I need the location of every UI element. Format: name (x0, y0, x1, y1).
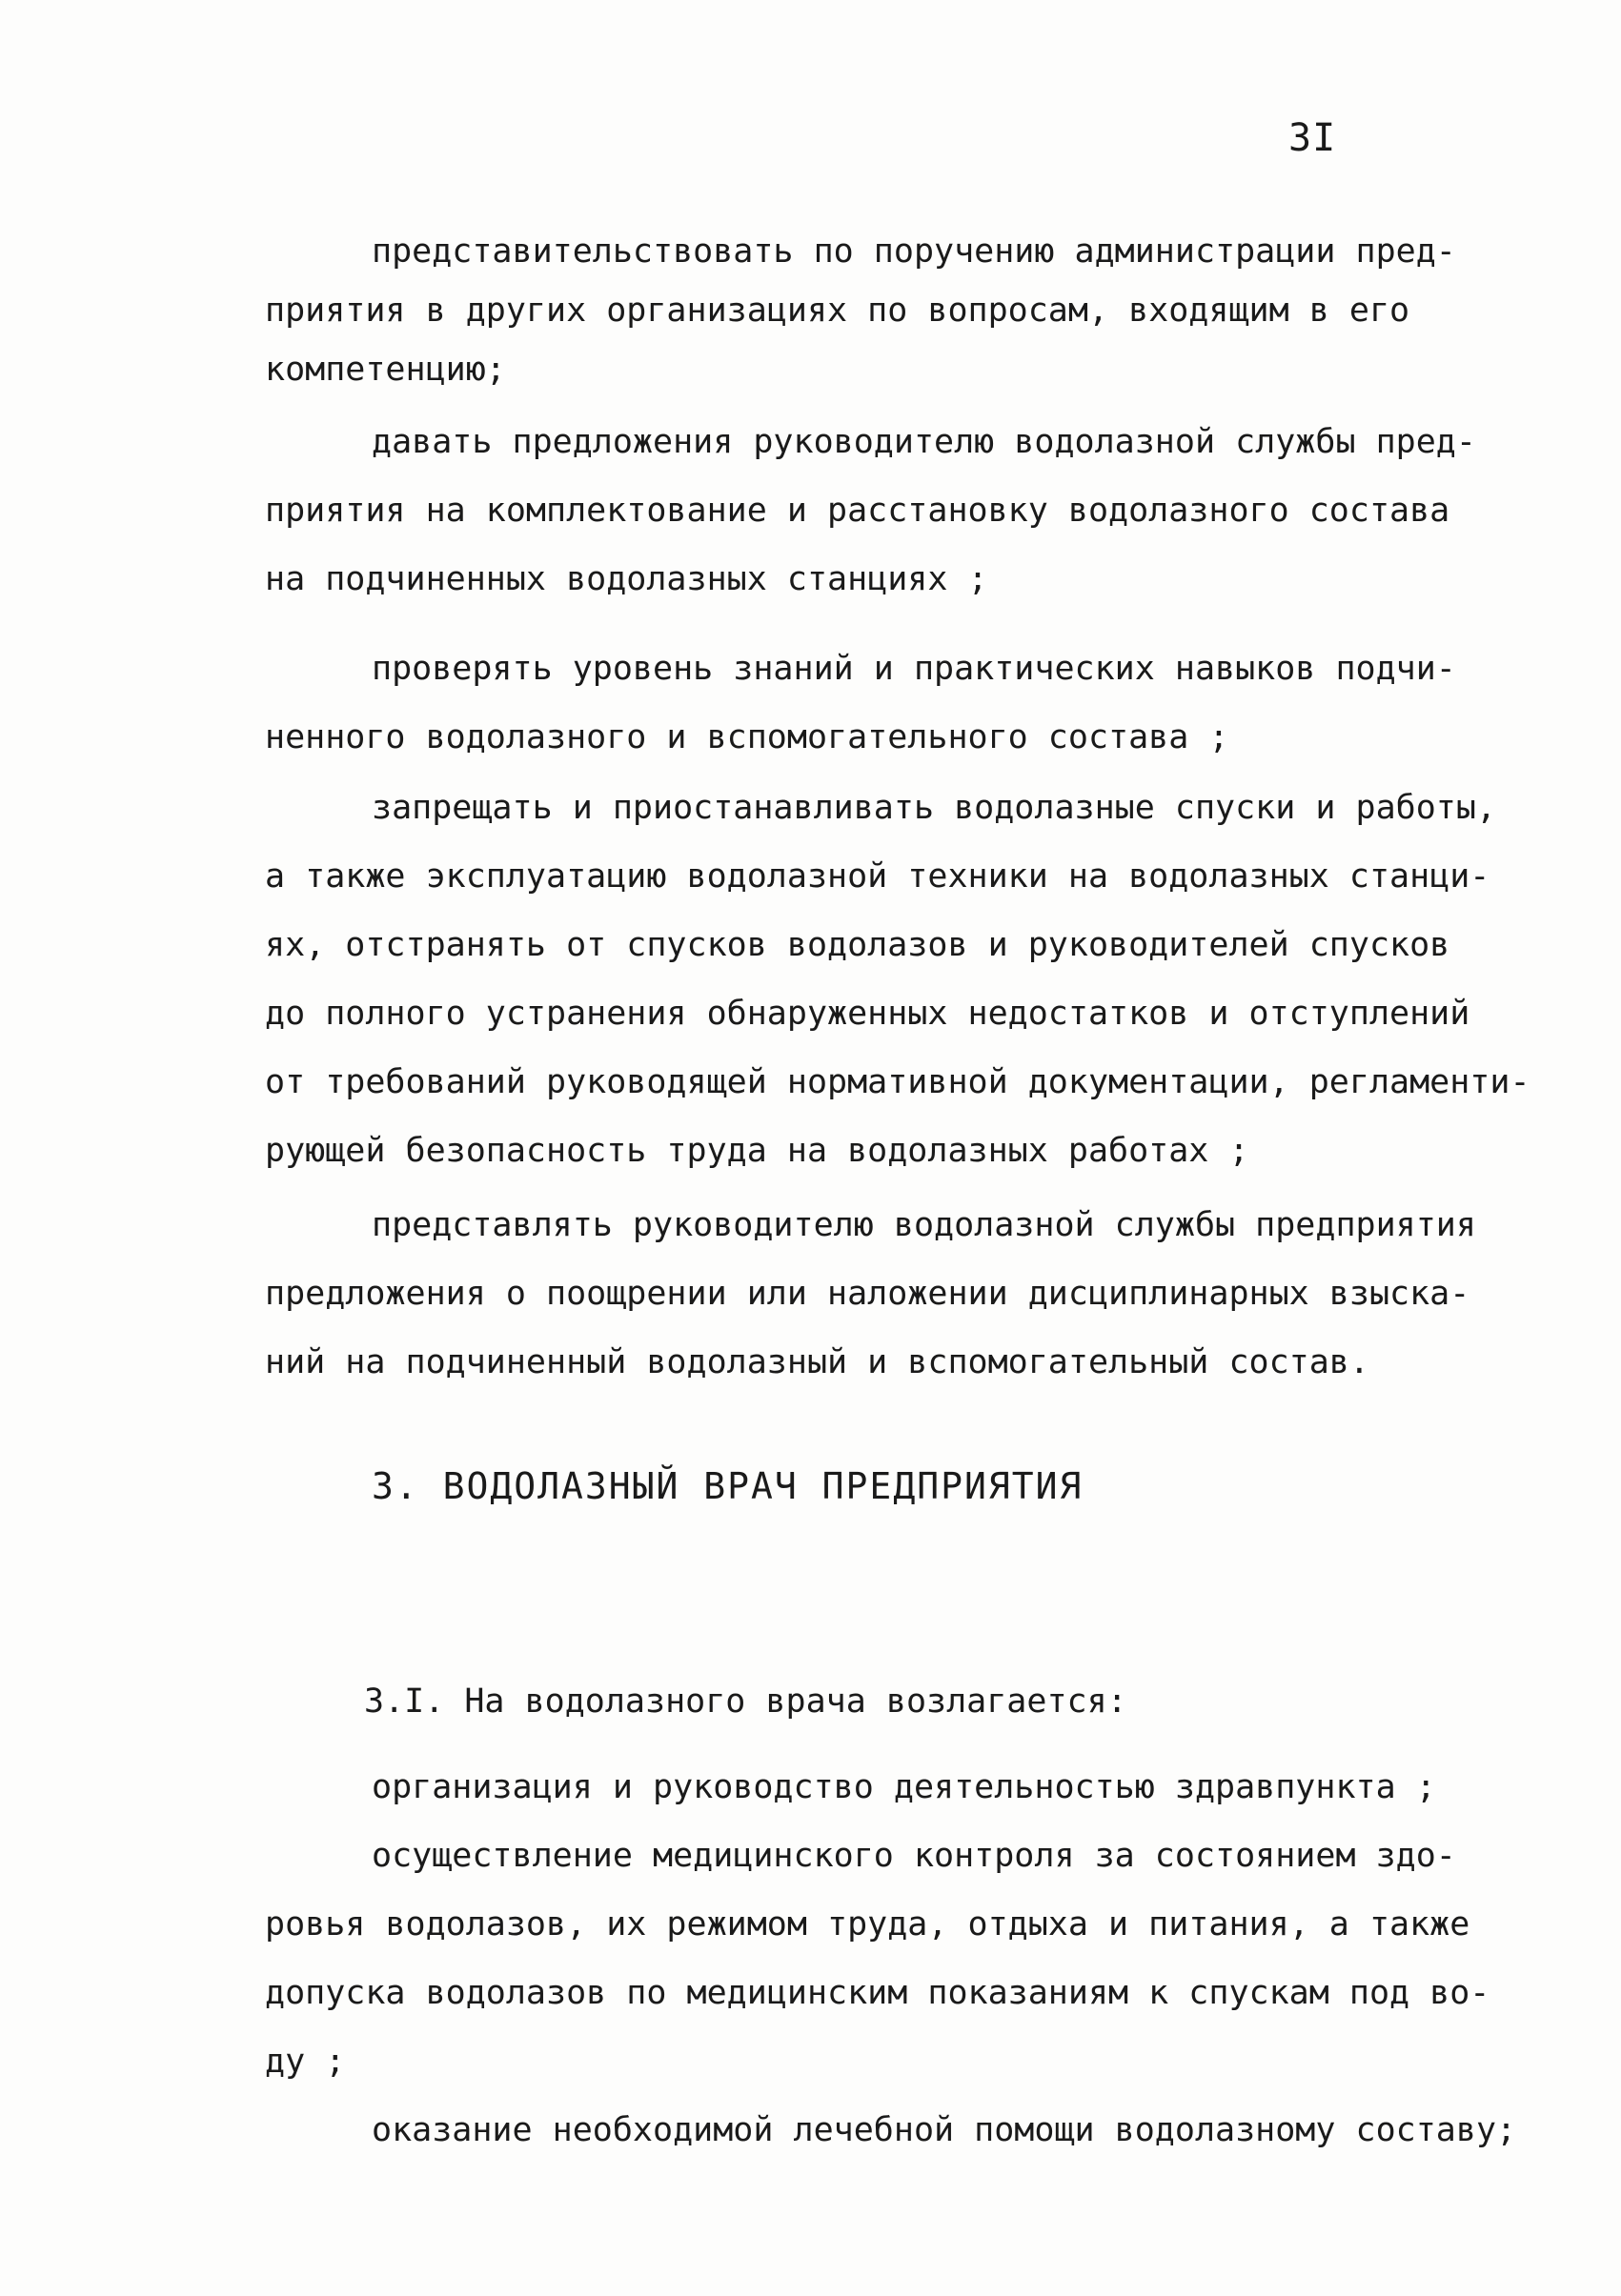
text-line: ду ; (265, 2043, 346, 2081)
text-line: давать предложения руководителю водолазной службы пред- (372, 423, 1476, 461)
section-heading: 3. ВОДОЛАЗНЫЙ ВРАЧ ПРЕДПРИЯТИЯ (372, 1465, 1084, 1507)
text-line: приятия в других организациях по вопросам, входящим в его (265, 292, 1410, 330)
text-line: на подчиненных водолазных станциях ; (265, 560, 988, 598)
paragraph (158, 408, 1476, 614)
paragraph (158, 1753, 1473, 1822)
text-line: предложения о поощрении или наложении дисциплинарных взыска- (265, 1275, 1470, 1313)
text-line: от требований руководящей нормативной документации, регламенти- (265, 1063, 1530, 1101)
text-line: представлять руководителю водолазной службы предприятия (372, 1206, 1476, 1244)
text-line: оказание необходимой лечебной помощи водолазному составу; (372, 2111, 1517, 2149)
text-line: ровья водолазов, их режимом труда, отдыха и питания, а также (265, 1905, 1470, 1944)
paragraph (158, 634, 1473, 772)
paragraph (158, 774, 1530, 1185)
paragraph (158, 1667, 1473, 1736)
paragraph (158, 1191, 1476, 1397)
text-line: до полного устранения обнаруженных недостатков и отступлений (265, 995, 1470, 1033)
text-line: допуска водолазов по медицинским показаниям к спускам под во- (265, 1974, 1490, 2012)
text-line: а также эксплуатацию водолазной техники на водолазных станци- (265, 857, 1490, 896)
text-line: ях, отстранять от спусков водолазов и руководителей спусков (265, 926, 1450, 964)
text-line: осуществление медицинского контроля за состоянием здо- (372, 1837, 1456, 1875)
paragraph (158, 2096, 1517, 2165)
text-line: запрещать и приостанавливать водолазные спуски и работы, (372, 789, 1497, 827)
paragraph (158, 1822, 1490, 2096)
page-number: 3I (1288, 116, 1337, 160)
text-line: компетенцию; (265, 351, 506, 389)
text-line: приятия на комплектование и расстановку водолазного состава (265, 492, 1450, 530)
text-line: ний на подчиненный водолазный и вспомогательный состав. (265, 1343, 1369, 1381)
text-line: рующей безопасность труда на водолазных работах ; (265, 1132, 1249, 1170)
text-line: организация и руководство деятельностью здравпункта ; (372, 1768, 1436, 1806)
text-line: ненного водолазного и вспомогательного состава ; (265, 718, 1229, 756)
text-line: 3.I. На водолазного врача возлагается: (364, 1682, 1127, 1721)
text-line: представительствовать по поручению администрации пред- (372, 232, 1456, 271)
paragraph (158, 217, 1473, 404)
text-line: проверять уровень знаний и практических навыков подчи- (372, 650, 1456, 688)
